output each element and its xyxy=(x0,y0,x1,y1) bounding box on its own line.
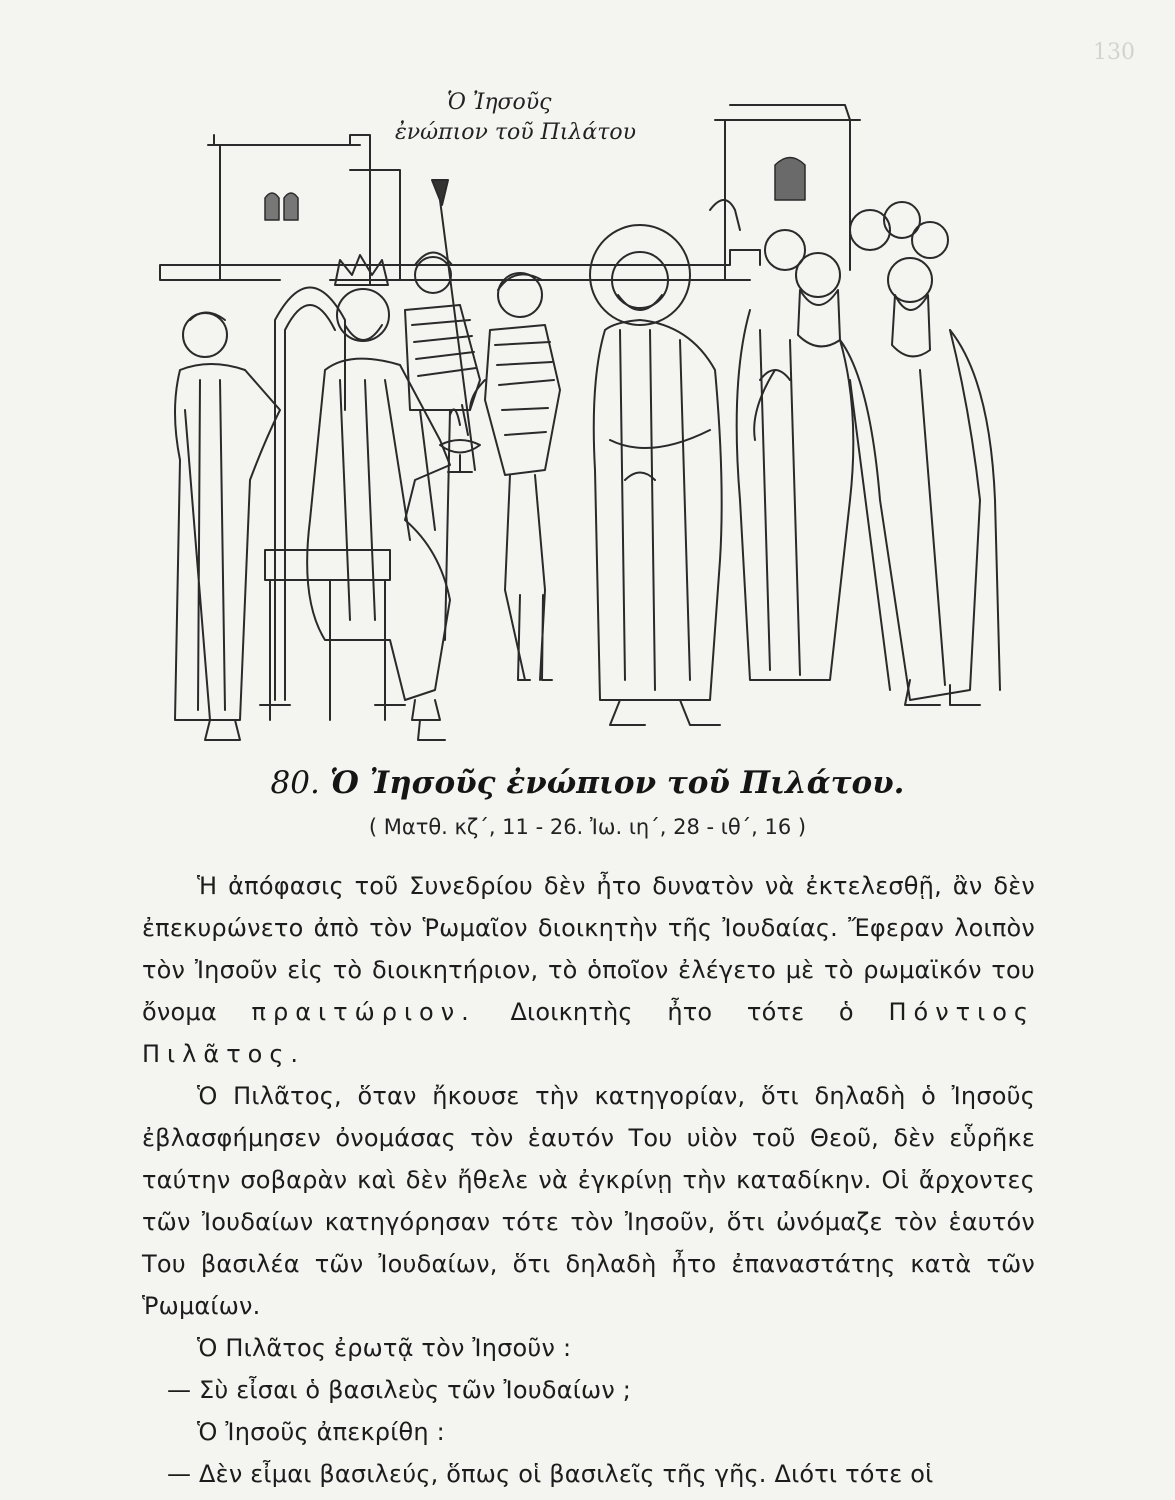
pilate xyxy=(307,255,450,740)
servant xyxy=(470,273,560,680)
chapter-title xyxy=(0,765,1175,801)
paragraph-1 xyxy=(142,865,1035,1075)
dialog-line-1: — Σὺ εἶσαι ὁ βασιλεὺς τῶν Ἰουδαίων ; xyxy=(167,1376,632,1404)
illustration-caption xyxy=(395,88,636,148)
illustration-christ-before-pilate xyxy=(150,80,1030,770)
attendant-left xyxy=(175,313,280,741)
page-number: 130 xyxy=(1093,40,1135,65)
chapter-title-text: Ὁ Ἰησοῦς ἐνώπιον τοῦ Πιλάτου. xyxy=(329,765,905,801)
right-tower xyxy=(715,105,860,280)
paragraph-5: Ὁ Ἰησοῦς ἀπεκρίθη : xyxy=(197,1418,445,1446)
throne xyxy=(260,288,405,721)
christ xyxy=(590,225,722,725)
paragraph-1-cont: Διοικητὴς ἦτο τότε ὁ xyxy=(510,998,854,1026)
background-wall xyxy=(160,250,760,280)
caption-line-2: ἐνώπιον τοῦ Πιλάτου xyxy=(395,120,637,145)
paragraph-3: Ὁ Πιλᾶτος ἐρωτᾷ τὸν Ἰησοῦν : xyxy=(197,1334,572,1362)
caption-line-1: Ὁ Ἰησοῦς xyxy=(447,90,552,115)
paragraph-2: Ὁ Πιλᾶτος, ὅταν ἤκουσε τὴν κατηγορίαν, ὅτι δηλαδὴ ὁ Ἰησοῦς ἐβλασφήμησεν ὀνομάσας τὸν ἑαυτόν Του υἱὸν τοῦ Θεοῦ, δὲν εὗρῆκε ταύτην σοβαρὰν καὶ δὲν ἤθελε νὰ ἐγκρίνῃ τὴν καταδίκην. Οἱ ἄρχοντες τῶν Ἰουδαίων κατηγόρησαν τότε τὸν Ἰησοῦν, ὅτι ὠνόμαζε τὸν ἑαυτόν Του βασιλέα τῶν Ἰουδαίων, ὅτι δηλαδὴ ἦτο ἐπαναστάτης κατὰ τῶν Ῥωμαίων. xyxy=(142,1082,1035,1320)
scripture-reference: ( Ματθ. κζ΄, 11 - 26. Ἰω. ιη΄, 28 - ιθ΄, 16 ) xyxy=(368,815,807,839)
chapter-number: 80. xyxy=(270,765,320,801)
body-text xyxy=(142,865,1035,1495)
praetorium-term: πραιτώριον. xyxy=(251,998,476,1026)
dialog-line-2: — Δὲν εἶμαι βασιλεύς, ὅπως οἱ βασιλεῖς τῆς γῆς. Διότι τότε οἱ xyxy=(167,1460,934,1488)
pontius-pilate-term: Πόντιος Πιλᾶτος. xyxy=(142,998,1035,1068)
left-tower xyxy=(208,135,400,285)
paragraph-1-text: Ἡ ἀπόφασις τοῦ Συνεδρίου δὲν ἦτο δυνατὸν νὰ ἐκτελεσθῇ, ἂν δὲν ἐπεκυρώνετο ἀπὸ τὸν Ῥωμαῖον διοικητὴν τῆς Ἰουδαίας. Ἔφεραν λοιπὸν τὸν Ἰησοῦν εἰς τὸ διοικητήριον, τὸ ὁποῖον ἐλέγετο μὲ τὸ ρωμαϊκόν του ὄνομα xyxy=(142,872,1035,1026)
crowd xyxy=(710,200,1000,705)
